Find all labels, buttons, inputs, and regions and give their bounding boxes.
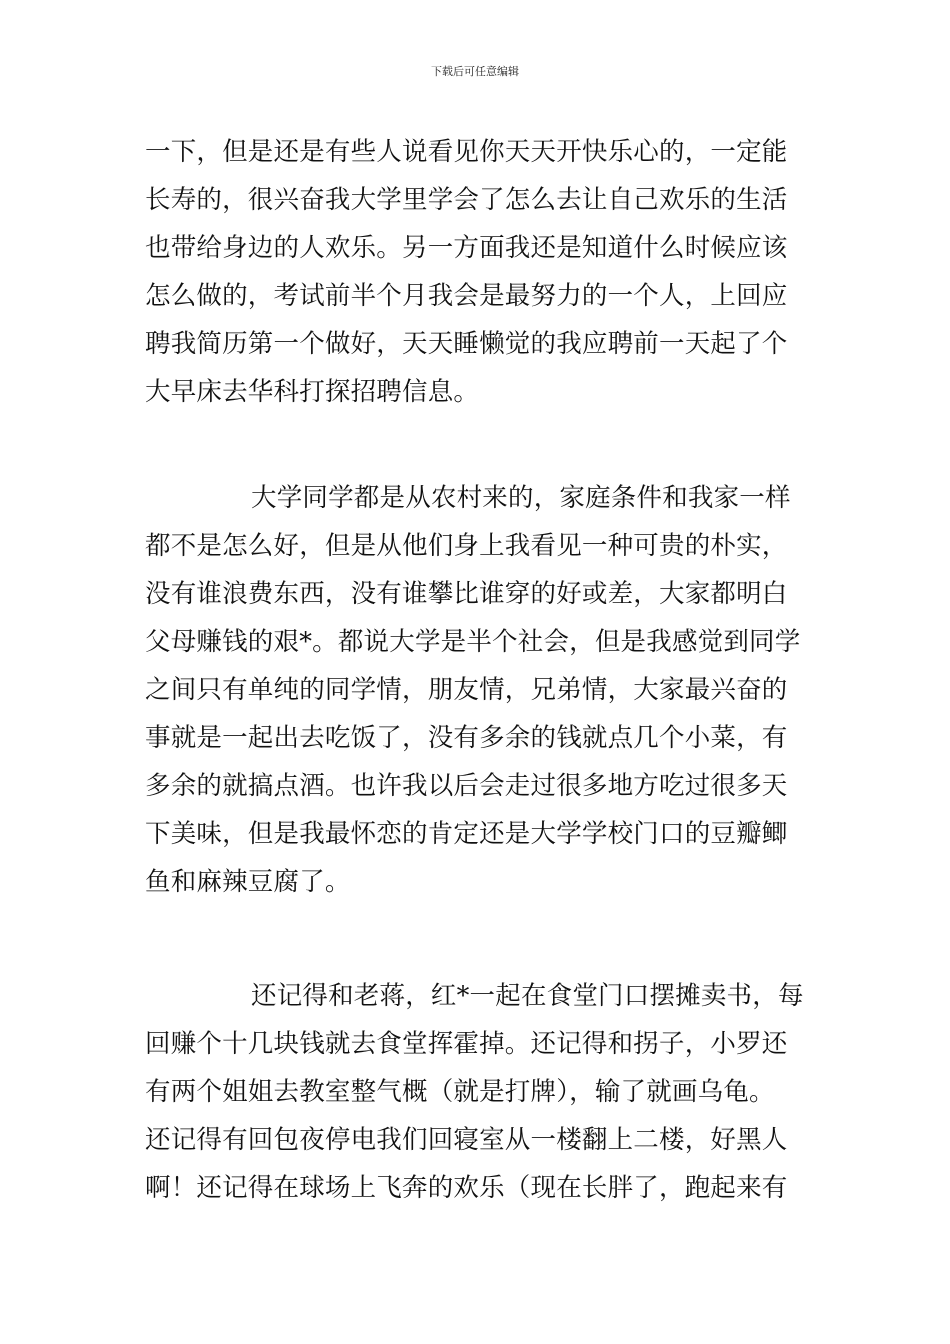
- text-line: 大早床去华科打探招聘信息。: [145, 377, 480, 407]
- text-line: 还记得和老蒋，红*一起在食堂门口摆摊卖书，每: [251, 981, 804, 1011]
- text-line: 还记得有回包夜停电我们回寝室从一楼翻上二楼，好黑人: [145, 1125, 788, 1155]
- text-line: 之间只有单纯的同学情，朋友情，兄弟情，大家最兴奋的: [145, 675, 788, 705]
- text-line: 鱼和麻辣豆腐了。: [145, 867, 351, 897]
- text-line: 下美味，但是我最怀恋的肯定还是大学学校门口的豆瓣鲫: [145, 819, 788, 849]
- text-line: 有两个姐姐去教室整气概（就是打牌），输了就画乌龟。: [145, 1077, 775, 1107]
- text-line: 父母赚钱的艰*。都说大学是半个社会，但是我感觉到同学: [145, 627, 801, 657]
- text-line: 怎么做的，考试前半个月我会是最努力的一个人，上回应: [145, 281, 788, 311]
- text-line: 一下，但是还是有些人说看见你天天开快乐心的，一定能: [145, 137, 788, 167]
- text-line: 事就是一起出去吃饭了，没有多余的钱就点几个小菜，有: [145, 723, 788, 753]
- text-line: 啊！还记得在球场上飞奔的欢乐（现在长胖了，跑起来有: [145, 1173, 788, 1203]
- text-line: 聘我简历第一个做好，天天睡懒觉的我应聘前一天起了个: [145, 329, 788, 359]
- text-line: 大学同学都是从农村来的，家庭条件和我家一样: [251, 483, 791, 513]
- paragraph-1: [145, 128, 810, 416]
- text-line: 都不是怎么好，但是从他们身上我看见一种可贵的朴实，: [145, 531, 788, 561]
- text-line: 多余的就搞点酒。也许我以后会走过很多地方吃过很多天: [145, 771, 788, 801]
- paragraph-2: [145, 474, 810, 906]
- text-line: 长寿的，很兴奋我大学里学会了怎么去让自己欢乐的生活: [145, 185, 788, 215]
- page-header: 下载后可任意编辑: [431, 65, 519, 78]
- text-line: 没有谁浪费东西，没有谁攀比谁穿的好或差，大家都明白: [145, 579, 788, 609]
- paragraph-3: [145, 972, 810, 1212]
- text-line: 回赚个十几块钱就去食堂挥霍掉。还记得和拐子，小罗还: [145, 1029, 788, 1059]
- text-line: 也带给身边的人欢乐。另一方面我还是知道什么时候应该: [145, 233, 788, 263]
